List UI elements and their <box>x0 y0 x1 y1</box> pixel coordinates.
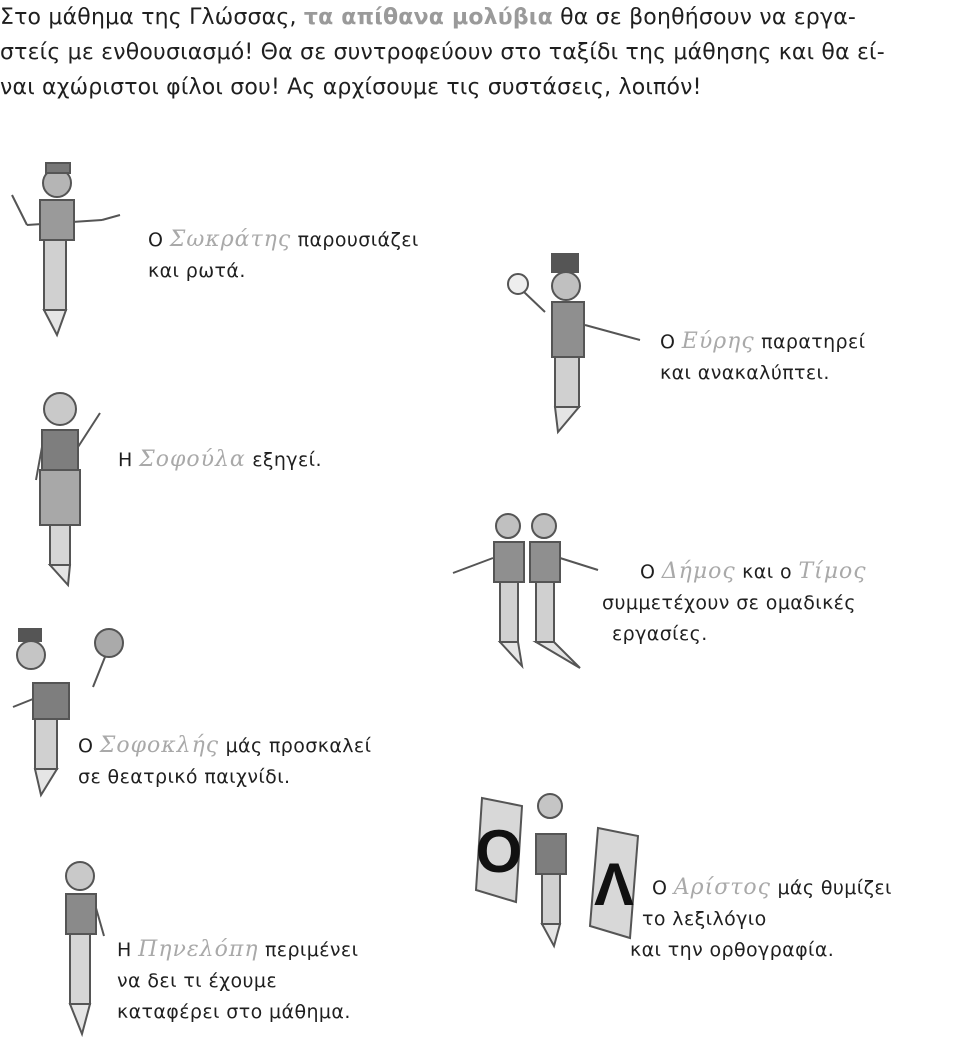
sofoula-pencil-illustration <box>28 385 118 590</box>
intro-line-2: στείς με ενθουσιασμό! Θα σε συντροφεύουν στο ταξίδι της μάθησης και θα εί- <box>0 40 885 65</box>
intro-text: θα σε βοηθήσουν να εργα- <box>552 5 857 30</box>
pinelopi-caption: Η Πηνελόπη περιμένει να δει τι έχουμε καταφέρει στο μάθημα. <box>117 937 359 1023</box>
evris-caption: Ο Εύρης παρατηρεί και ανακαλύπτει. <box>660 329 866 384</box>
sofoula-caption: Η Σοφούλα εξηγεί. <box>118 447 322 472</box>
character-name: Δήμος <box>661 559 736 584</box>
intro-text: Στο μάθημα της Γλώσσας, <box>0 5 304 30</box>
dimos-timos-pencils-illustration <box>448 508 603 673</box>
character-name: Σοφοκλής <box>99 733 220 758</box>
intro-highlight: τα απίθανα μολύβια <box>303 5 553 30</box>
character-name: Πηνελόπη <box>138 937 259 962</box>
character-name: Τίμος <box>798 559 867 584</box>
intro-line-1 <box>0 0 960 35</box>
letter-card-l: Λ <box>593 851 635 918</box>
intro-line-3: ναι αχώριστοι φίλοι σου! Ας αρχίσουμε τις συστάσεις, λοιπόν! <box>0 75 702 100</box>
sokratis-pencil-illustration <box>2 155 127 345</box>
character-name: Εύρης <box>681 329 755 354</box>
sofoklis-caption: Ο Σοφοκλής μάς προσκαλεί σε θεατρικό παιχνίδι. <box>78 733 372 788</box>
aristos-caption: Ο Αρίστος μάς θυμίζει το λεξιλόγιο και την ορθογραφία. <box>630 875 892 961</box>
character-name: Αρίστος <box>673 875 771 900</box>
dimos-timos-caption: Ο Δήμος και ο Τίμος συμμετέχουν σε ομαδικές εργασίες. <box>602 559 867 645</box>
character-name: Σοφούλα <box>139 447 246 472</box>
letter-card-o: Ο <box>475 818 523 885</box>
intro-paragraph <box>0 0 960 105</box>
pinelopi-pencil-illustration <box>52 858 122 1038</box>
sokratis-caption: Ο Σωκράτης παρουσιάζει και ρωτά. <box>148 227 419 282</box>
character-name: Σωκράτης <box>169 227 292 252</box>
aristos-pencil-illustration <box>470 790 642 965</box>
evris-pencil-illustration <box>500 250 650 440</box>
